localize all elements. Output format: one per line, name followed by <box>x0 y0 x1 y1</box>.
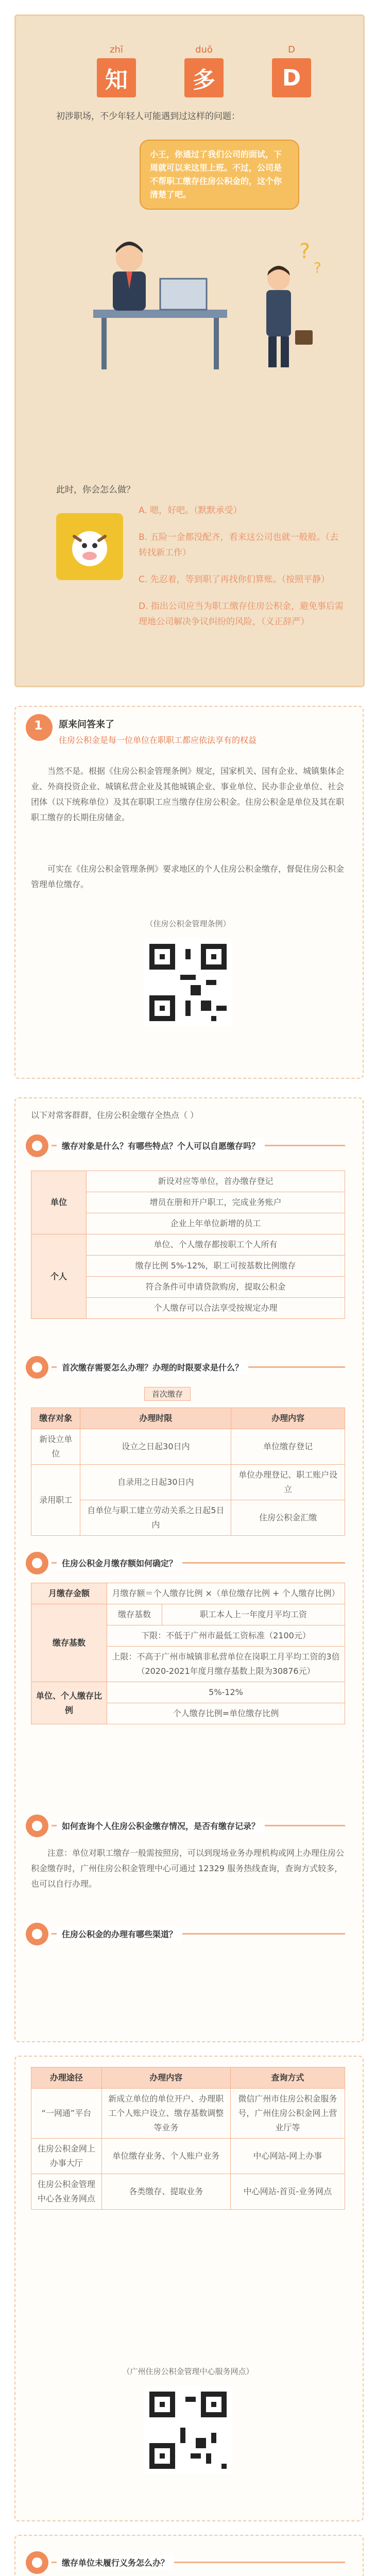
q3-heading <box>26 1552 350 1575</box>
table-monthly-amount <box>31 1583 345 1724</box>
section1-qr-caption: （住房公积金管理条例） <box>145 919 231 928</box>
title-row <box>73 44 335 97</box>
char-box-2: 多 <box>184 58 224 97</box>
q6-text: 缴存单位未履行义务怎么办？ <box>57 2555 174 2569</box>
table-cell: “一网通”平台 <box>31 2089 102 2139</box>
pinyin-3: D <box>288 44 295 55</box>
table-cell: 个人缴存可以合法享受按规定办理 <box>87 1298 345 1319</box>
office-illustration <box>83 222 330 377</box>
section1-paragraph-2: 可实在《住房公积金管理条例》要求地区的个人住房公积金缴存，督促住房公积金管理单位缴存。 <box>31 864 345 889</box>
section2-card <box>14 1097 364 2042</box>
section1-subtitle: 住房公积金是每一位单位在职职工都应依法享有的权益 <box>59 735 257 745</box>
table-cell: 设立之日起30日内 <box>80 1429 231 1465</box>
table-cell: 下限：不低于广州市最低工资标准（2100元） <box>107 1625 345 1647</box>
title-char-3 <box>272 44 311 97</box>
section1-title: 原来问答来了 <box>59 719 114 730</box>
table-cell: 中心网站-网上办事 <box>230 2139 345 2174</box>
worker-leg-left <box>268 336 277 367</box>
worker-leg-right <box>281 336 289 367</box>
q5-text: 住房公积金的办理有哪些渠道？ <box>57 1927 182 1941</box>
option-c[interactable]: C. 先忍着，等到职了再找你们算账。（按照平静） <box>139 574 330 585</box>
qr-code-icon[interactable] <box>144 939 232 1026</box>
table-cell: 符合条件可申请贷款购房，提取公积金 <box>87 1277 345 1298</box>
table-cell: 住房公积金网上办事大厅 <box>31 2139 102 2174</box>
table-cell: 单位办理登记、职工账户设立 <box>231 1465 345 1500</box>
table-cell: 单位缴存登记 <box>231 1429 345 1465</box>
table-cell: 上限：不高于广州市城镇非私营单位在岗职工月平均工资的3倍（2020-2021年度月缴存基数上限为30876元） <box>107 1647 345 1682</box>
table-cell: 中心网站-首页-业务网点 <box>230 2174 345 2210</box>
table-cell: 月缴存额＝个人缴存比例 ×（单位缴存比例 + 个人缴存比例） <box>107 1583 345 1604</box>
intro-text: 初涉职场，不少年轻人可能遇到过这样的问题： <box>56 111 240 122</box>
qr-code-icon[interactable] <box>144 2386 232 2474</box>
table-cell: 5%-12% <box>107 1682 345 1703</box>
table-cell: 职工本人上一年度月平均工资 <box>162 1604 345 1625</box>
table-cell: 缴存基数 <box>107 1604 162 1625</box>
title-char-2 <box>184 44 224 97</box>
section1-paragraph-1: 当然不是。根据《住房公积金管理条例》规定，国家机关、国有企业、城镇集体企业、外商投资企业、城镇私营企业及其他城镇企业、事业单位、民办非企业单位、社会团体（以下统称单位）及其在职职工应当缴存住房公积金。住房公积金是单位及其在职职工缴存的长期住房储金。 <box>31 766 345 822</box>
table-cell: 单位缴存业务、个人账户业务 <box>101 2139 230 2174</box>
table-header: 查询方式 <box>230 2067 345 2089</box>
ask-text: 此时，你会怎么做？ <box>56 485 135 495</box>
table-cell: 录用职工 <box>31 1465 80 1536</box>
title-char-1 <box>97 44 136 97</box>
table-cell: 微信广州市住房公积金服务号，广州住房公积金网上营业厅等 <box>230 2089 345 2139</box>
worker-body <box>266 290 291 336</box>
monitor <box>160 279 207 310</box>
option-a[interactable]: A. 嗯，好吧。（默默承受） <box>139 505 242 516</box>
table-first-deposit <box>31 1408 345 1536</box>
row-head: 单位、个人缴存比例 <box>31 1682 107 1724</box>
table-cell: 自单位与职工建立劳动关系之日起5日内 <box>80 1500 231 1536</box>
table-cell: 住房公积金汇缴 <box>231 1500 345 1536</box>
table-cell: 各类缴存、提取业务 <box>101 2174 230 2210</box>
section2-lead: 以下对常客群群，住房公积金缴存全热点（ ） <box>31 1110 199 1120</box>
section2b-card <box>14 2056 364 2521</box>
briefcase <box>295 330 313 345</box>
option-d[interactable]: D. 指出公司应当为职工缴存住房公积金，避免事后需理地公司解决争议纠纷的风险，（义正辞严） <box>139 601 344 627</box>
table-cell: 企业上年单位新增的员工 <box>87 1213 345 1234</box>
emoji-thinking <box>56 513 123 580</box>
q3-text: 住房公积金月缴存额如何确定？ <box>57 1556 182 1570</box>
options-list <box>139 503 345 641</box>
table-header: 办理内容 <box>231 1408 345 1429</box>
table-cell: 缴存比例 5%-12%，职工可按基数比例缴存 <box>87 1256 345 1277</box>
pinyin-1: zhī <box>110 44 123 55</box>
row-head-person: 个人 <box>31 1234 87 1319</box>
section1-card <box>14 706 364 1079</box>
table-cell: 增员在册和开户职工，完成业务账户 <box>87 1192 345 1213</box>
table-header: 办理时限 <box>80 1408 231 1429</box>
section1-number: 1 <box>34 718 43 733</box>
pinyin-2: duō <box>195 44 213 55</box>
desk-top <box>93 310 227 318</box>
hero-panel <box>14 14 365 687</box>
table-channels <box>31 2067 345 2210</box>
q1-heading <box>26 1134 350 1158</box>
table-eligibility <box>31 1171 345 1319</box>
table-header: 缴存对象 <box>31 1408 80 1429</box>
char-box-3: D <box>272 58 311 97</box>
table-cell: 住房公积金管理中心各业务网点 <box>31 2174 102 2210</box>
q4-text: 如何查询个人住房公积金缴存情况，是否有缴存记录？ <box>57 1819 265 1833</box>
desk-leg-right <box>214 318 219 369</box>
row-head: 月缴存金额 <box>31 1583 107 1604</box>
cow-emoji-icon <box>65 522 114 571</box>
table-cell: 新成立单位的单位开户、办理职工个人账户设立、缴存基数调整等业务 <box>101 2089 230 2139</box>
q4-heading <box>26 1815 350 1838</box>
section3-card <box>14 2535 364 2576</box>
question-mark-1: ? <box>299 240 311 263</box>
table-header: 办理内容 <box>101 2067 230 2089</box>
section2-qr-caption: （广州住房公积金管理中心服务网点） <box>122 2367 254 2376</box>
table-header: 办理途径 <box>31 2067 102 2089</box>
first-deposit-label: 首次缴存 <box>144 1387 191 1401</box>
desk-leg-left <box>101 318 107 369</box>
table-cell: 新设立单位 <box>31 1429 80 1465</box>
table-cell: 个人缴存比例=单位缴存比例 <box>107 1703 345 1724</box>
option-b[interactable]: B. 五险一金都没配齐，看来这公司也就一般般。（去转找新工作） <box>139 532 338 558</box>
q2-text: 首次缴存需要怎么办理？办理的时限要求是什么？ <box>57 1360 248 1374</box>
row-head: 缴存基数 <box>31 1604 107 1682</box>
table-cell: 自录用之日起30日内 <box>80 1465 231 1500</box>
speech-bubble: 小王，你通过了我们公司的面试，下周就可以来这里上班。不过，公司是不帮职工缴存住房公积金的，这个你清楚了吧。 <box>140 140 299 210</box>
table-cell: 新设对应等单位，首办缴存登记 <box>87 1171 345 1192</box>
q4-paragraph: 注意：单位对职工缴存一般需按照房，可以到现场业务办理机构或网上办理住房公积金缴存时，广州住房公积金管理中心可通过 12329 服务热线查询，查询方式较多，也可以自行办理。 <box>31 1848 345 1889</box>
row-head-unit: 单位 <box>31 1171 87 1234</box>
q1-text: 缴存对象是什么？有哪些特点？个人可以自愿缴存吗？ <box>57 1139 265 1153</box>
table-cell: 单位、个人缴存都按职工个人所有 <box>87 1234 345 1256</box>
question-mark-2: ? <box>314 259 321 276</box>
q5-heading <box>26 1923 350 1946</box>
char-box-1: 知 <box>97 58 136 97</box>
q6-heading <box>26 2551 350 2575</box>
q2-heading <box>26 1356 350 1380</box>
